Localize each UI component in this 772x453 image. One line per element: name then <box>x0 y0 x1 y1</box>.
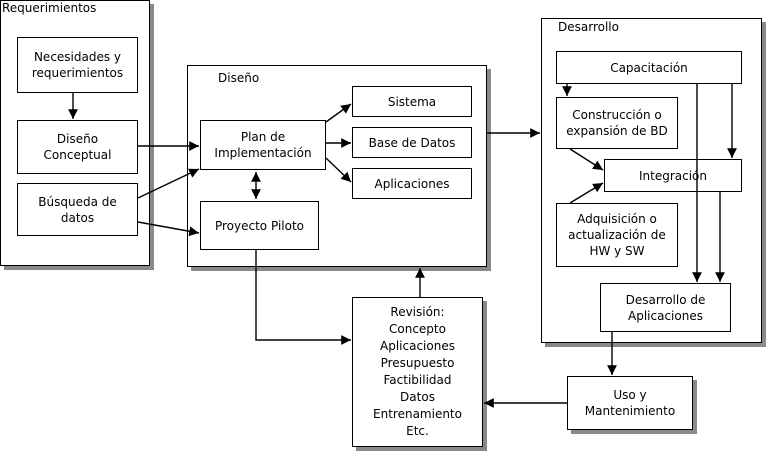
box-integracion: Integración <box>604 159 742 192</box>
arrow-busqueda-to-plan <box>138 169 199 198</box>
box-capacitacion: Capacitación <box>556 51 742 84</box>
arrow-construccion-to-integracion <box>570 149 603 170</box>
box-sistema: Sistema <box>352 86 472 117</box>
box-plan-implementacion: Plan de Implementación <box>200 120 326 170</box>
box-proyecto-piloto: Proyecto Piloto <box>200 201 319 250</box>
box-construccion-bd: Construcción o expansión de BD <box>556 97 678 149</box>
group-desarrollo-title: Desarrollo <box>558 20 619 34</box>
box-diseno-conceptual: Diseño Conceptual <box>17 120 138 174</box>
box-desarrollo-aplicaciones: Desarrollo de Aplicaciones <box>600 283 731 332</box>
box-revision: Revisión: Concepto Aplicaciones Presupuesto Factibilidad Datos Entrenamiento Etc. <box>352 297 483 447</box>
box-aplicaciones: Aplicaciones <box>352 168 472 199</box>
arrow-busqueda-to-piloto <box>138 222 199 233</box>
arrow-plan-to-sistema <box>326 104 351 122</box>
group-requerimientos-title: Requerimientos <box>2 1 97 15</box>
arrow-piloto-to-revision <box>256 250 351 340</box>
box-necesidades: Necesidades y requerimientos <box>17 37 138 93</box>
group-diseno-title: Diseño <box>218 71 260 85</box>
box-base-de-datos: Base de Datos <box>352 127 472 158</box>
box-adquisicion-hw-sw: Adquisición o actualización de HW y SW <box>556 203 678 267</box>
box-busqueda-datos: Búsqueda de datos <box>17 183 138 236</box>
box-uso-mantenimiento: Uso y Mantenimiento <box>567 376 693 430</box>
arrow-plan-to-apps <box>326 158 351 182</box>
arrow-adquisicion-to-integracion <box>570 183 603 203</box>
